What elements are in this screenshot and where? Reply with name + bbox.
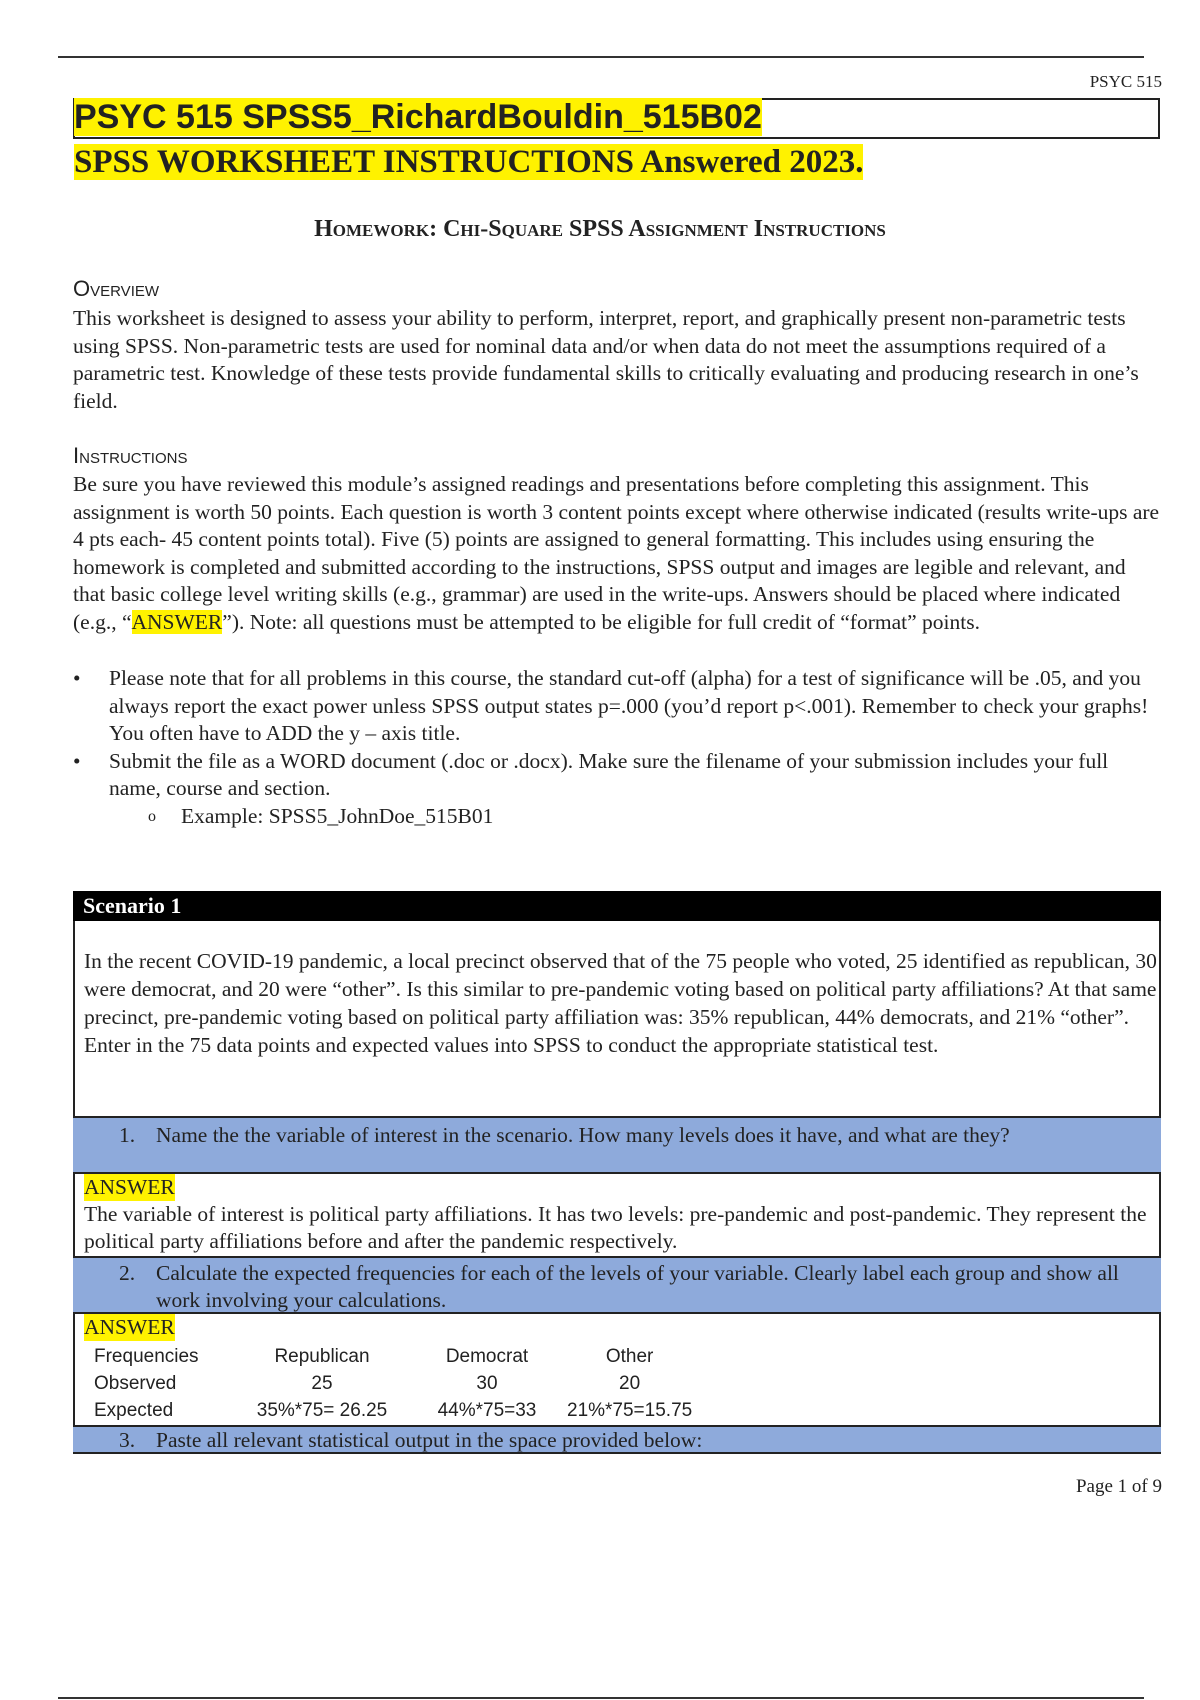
- table-header-row: [94, 1343, 692, 1370]
- question-2-row: [73, 1256, 1161, 1314]
- table-row: [94, 1370, 692, 1397]
- table-cell: Observed: [94, 1372, 177, 1394]
- question-text: Name the the variable of interest in the scenario. How many levels does it have, and what are they?: [156, 1123, 1010, 1147]
- bullet-item: [73, 748, 1163, 803]
- table-cell: 20: [619, 1372, 641, 1394]
- bottom-rule: [58, 1697, 1144, 1699]
- question-text: Calculate the expected frequencies for each of the levels of your variable. Clearly label each group and show all work involving your calculations.: [156, 1261, 1119, 1312]
- top-rule: [58, 56, 1144, 58]
- answer-label: ANSWER: [84, 1175, 175, 1199]
- instruction-bullets: [73, 665, 1163, 830]
- sub-bullet-item: [73, 803, 1163, 831]
- homework-title: Homework: Chi-Square SPSS Assignment Instructions: [314, 216, 886, 242]
- table-cell: Other: [605, 1345, 654, 1367]
- instructions-text: [73, 471, 1163, 636]
- question-number: 2.: [119, 1261, 136, 1285]
- table-cell: Frequencies: [94, 1345, 199, 1367]
- instructions-heading: Instructions: [73, 443, 188, 468]
- answer-label: ANSWER: [84, 1315, 175, 1339]
- instructions-text-after: ”). Note: all questions must be attempted to be eligible for full credit of “format” points.: [222, 609, 980, 634]
- running-header: PSYC 515: [1089, 72, 1162, 91]
- bullet-icon: •: [73, 666, 81, 690]
- table-cell: 35%*75= 26.25: [256, 1399, 388, 1421]
- answer-highlight: ANSWER: [131, 609, 223, 634]
- table-cell: Republican: [274, 1345, 370, 1367]
- question-number: 1.: [119, 1123, 136, 1147]
- instructions-text-before: Be sure you have reviewed this module’s assigned readings and presentations before completing this assignment. This assignment is worth 50 points. Each question is worth 3 content points except where otherwise indicated (results write-ups are 4 pts each- 45 content points total). Five (5) points are assigned to general formatting. This includes using ensuring the homework is completed and submitted according to the instructions, SPSS output and images are legible and relevant, and that basic college level writing skills (e.g., grammar) are used in the write-ups. Answers should be placed where indicated (e.g., “: [73, 472, 1160, 634]
- table-cell: 21%*75=15.75: [567, 1399, 693, 1421]
- scenario-heading: Scenario 1: [73, 891, 1161, 921]
- table-cell: 25: [311, 1372, 333, 1394]
- overview-text: This worksheet is designed to assess your ability to perform, interpret, report, and graphically present non-parametric tests using SPSS. Non-parametric tests are used for nominal data and/or when data do not meet the assumptions required of a parametric test. Knowledge of these tests provide fundamental skills to critically evaluating and producing research in one’s field.: [73, 306, 1139, 413]
- table-cell: 44%*75=33: [437, 1399, 537, 1421]
- circle-bullet-icon: o: [148, 807, 156, 825]
- title-line-1: PSYC 515 SPSS5_RichardBouldin_515B02: [74, 98, 762, 136]
- question-number: 3.: [119, 1428, 136, 1452]
- document-subtitle: [74, 142, 863, 182]
- scenario-text: In the recent COVID-19 pandemic, a local precinct observed that of the 75 people who voted, 25 identified as republican, 30 were democrat, and 20 were “other”. Is this similar to pre-pandemic voting based on political party affiliations? At that same precinct, pre-pandemic voting based on political party affiliation was: 35% republican, 44% democrats, and 21% “other”. Enter in the 75 data points and expected values into SPSS to conduct the appropriate statistical test.: [84, 949, 1157, 1057]
- answer-1-text: The variable of interest is political party affiliations. It has two levels: pre-pandemic and post-pandemic. They represent the political party affiliations before and after the pandemic respectively.: [84, 1202, 1147, 1253]
- bullet-icon: •: [73, 748, 81, 773]
- table-row: [94, 1397, 692, 1424]
- table-cell: Democrat: [445, 1345, 529, 1367]
- question-3-row: [73, 1425, 1161, 1454]
- document-title: [74, 97, 762, 137]
- question-1-row: [73, 1116, 1161, 1174]
- page-number: Page 1 of 9: [1075, 1476, 1162, 1497]
- table-cell: 30: [476, 1372, 498, 1394]
- overview-heading: Overview: [73, 276, 160, 301]
- bullet-item: [73, 665, 1163, 748]
- frequency-table: [94, 1343, 692, 1424]
- title-line-2: SPSS WORKSHEET INSTRUCTIONS Answered 2023.: [74, 144, 864, 180]
- bullet-text: Submit the file as a WORD document (.doc or .docx). Make sure the filename of your submission includes your full name, course and section.: [109, 748, 1109, 800]
- example-text: Example: SPSS5_JohnDoe_515B01: [181, 803, 494, 828]
- bullet-text: Please note that for all problems in this course, the standard cut-off (alpha) for a test of significance will be .05, and you always report the exact power unless SPSS output states p=.000 (you’d report p<.001). Remember to check your graphs! You often have to ADD the y – axis title.: [109, 666, 1149, 745]
- table-cell: Expected: [94, 1399, 174, 1421]
- question-text: Paste all relevant statistical output in the space provided below:: [156, 1428, 703, 1452]
